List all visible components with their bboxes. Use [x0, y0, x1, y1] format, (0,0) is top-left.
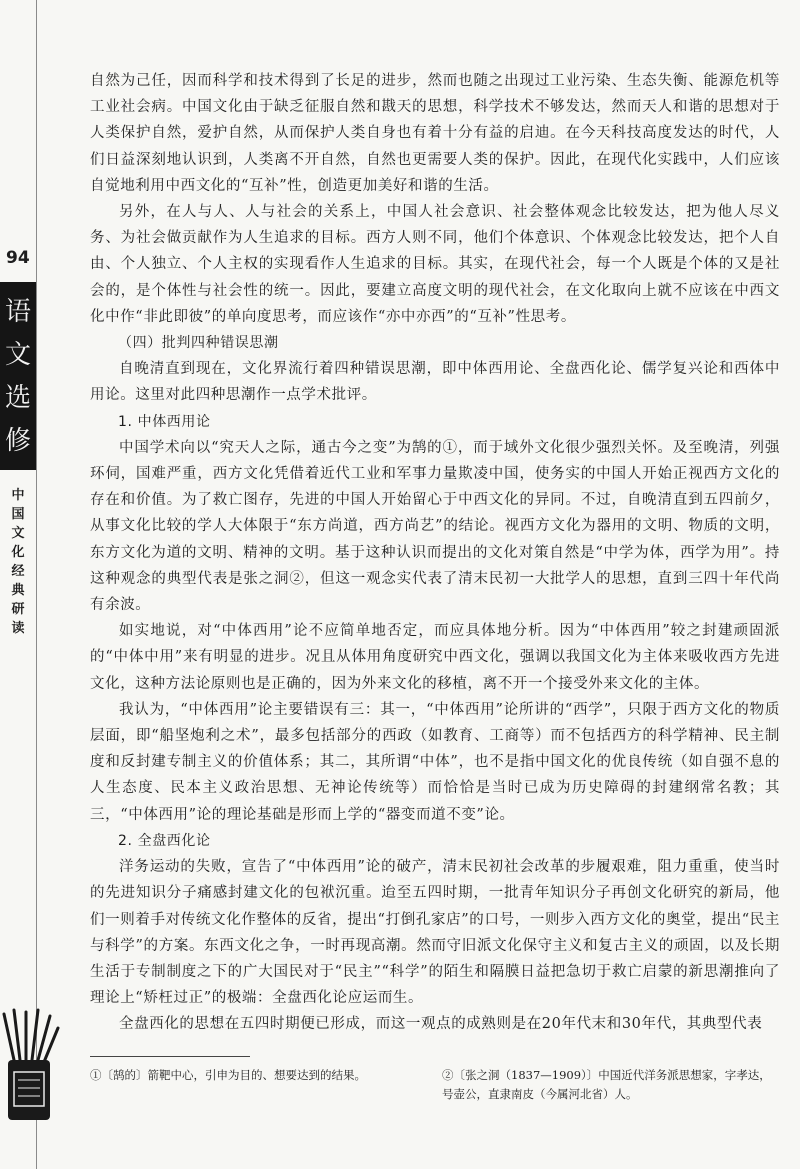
footnotes: [90, 1066, 780, 1104]
subsection-heading: 1. 中体西用论: [118, 413, 211, 430]
side-tab-char: 文: [4, 339, 31, 370]
paragraph: 如实地说，对“中体西用”论不应简单地否定，而应具体地分析。因为“中体西用”较之封建顽固派的“中体中用”来有明显的进步。况且从体用角度研究中西文化，强调以我国文化为主体来吸收西方先进文化，这种方法论原则也是正确的，因为外来文化的移植，离不开一个接受外来文化的主体。: [90, 623, 780, 692]
subsection-heading: 2. 全盘西化论: [118, 832, 211, 849]
paragraph: 我认为，“中体西用”论主要错误有三：其一，“中体西用”论所讲的“西学”，只限于西方文化的物质层面，即“船坚炮利之术”，最多包括部分的西政（如教育、工商等）而不包括西方的科学精神、民主制度和反封建专制主义的价值体系；其二，其所谓“中体”，也不是指中国文化的优良传统（如自强不息的人生态度、民本主义政治思想、无神论传统等）而恰恰是当时已成为历史障碍的封建纲常名教；其三，“中体西用”论的理论基础是形而上学的“器变而道不变”论。: [90, 701, 780, 823]
side-tab-char: 选: [4, 382, 31, 413]
side-subtitle: 中国文化经典研读: [11, 488, 25, 636]
footnote: ①〔鹄的〕箭靶中心，引申为目的、想要达到的结果。: [90, 1068, 366, 1082]
paragraph: 自晚清直到现在，文化界流行着四种错误思潮，即中体西用论、全盘西化论、儒学复兴论和西体中用论。这里对此四种思潮作一点学术批评。: [90, 361, 780, 404]
paragraph: 洋务运动的失败，宣告了“中体西用”论的破产，清末民初社会改革的步履艰难，阻力重重，使当时的先进知识分子痛感封建文化的包袱沉重。迨至五四时期，一批青年知识分子再创文化研究的新局，他们一则着手对传统文化作整体的反省，提出“打倒孔家店”的口号，一则步入西方文化的奥堂，提出“民主与科学”的方案。东西文化之争，一时再现高潮。然而守旧派文化保守主义和复古主义的顽固，以及长期生活于专制制度之下的广大国民对于“民主”“科学”的陌生和隔膜日益把急切于救亡启蒙的新思潮推向了理论上“矫枉过正”的极端：全盘西化论应运而生。: [90, 859, 780, 1007]
footnote: ②〔张之洞（1837—1909）〕中国近代洋务派思想家，字孝达，号壶公，直隶南皮（今属河北省）人。: [442, 1068, 771, 1101]
side-tab-char: 修: [4, 425, 31, 456]
paragraph: 自然为己任，因而科学和技术得到了长足的进步，然而也随之出现过工业污染、生态失衡、能源危机等工业社会病。中国文化由于缺乏征服自然和戡天的思想，科学技术不够发达，然而天人和谐的思想对于人类保护自然，爱护自然，从而保护人类自身也有着十分有益的启迪。在今天科技高度发达的时代，人们日益深刻地认识到，人类离不开自然，自然也更需要人类的保护。因此，在现代化实践中，人们应该自觉地利用中西文化的“互补”性，创造更加美好和谐的生活。: [90, 73, 780, 194]
paragraph: 中国学术向以“究天人之际，通古今之变”为鹄的①，而于域外文化很少强烈关怀。及至晚清，列强环伺，国难严重，西方文化凭借着近代工业和军事力量欺凌中国，使务实的中国人开始正视西方文化的存在和价值。为了救亡图存，先进的中国人开始留心于中西文化的异同。不过，自晚清直到五四前夕，从事文化比较的学人大体限于“东方尚道，西方尚艺”的结论。视西方文化为器用的文明、物质的文明，东方文化为道的文明、精神的文明。基于这种认识而提出的文化对策自然是“中学为体，西学为用”。持这种观念的典型代表是张之洞②，但这一观念实代表了清末民初一大批学人的思想，直到三四十年代尚有余波。: [90, 439, 780, 614]
footnote-divider: [90, 1056, 250, 1057]
side-tab-book-title: [0, 282, 36, 470]
body-text: [90, 68, 780, 1038]
margin-rule: [36, 0, 37, 1169]
paragraph: 全盘西化的思想在五四时期便已形成，而这一观点的成熟则是在20年代末和30年代，其典型代表: [119, 1016, 763, 1033]
section-heading: （四）批判四种错误思潮: [118, 335, 279, 352]
brush-pot-illustration: [0, 1008, 60, 1128]
page-number: 94: [6, 248, 30, 268]
paragraph: 另外，在人与人、人与社会的关系上，中国人社会意识、社会整体观念比较发达，把为他人尽义务、为社会做贡献作为人生追求的目标。西方人则不同，他们个体意识、个体观念比较发达，把个人自由、个人独立、个人主权的实现看作人生追求的目标。其实，在现代社会，每一个人既是个体的又是社会的，是个体性与社会性的统一。因此，要建立高度文明的现代社会，在文化取向上就不应该在中西文化中作“非此即彼”的单向度思考，而应该作“亦中亦西”的“互补”性思考。: [90, 204, 780, 325]
side-tab-char: 语: [4, 296, 31, 327]
